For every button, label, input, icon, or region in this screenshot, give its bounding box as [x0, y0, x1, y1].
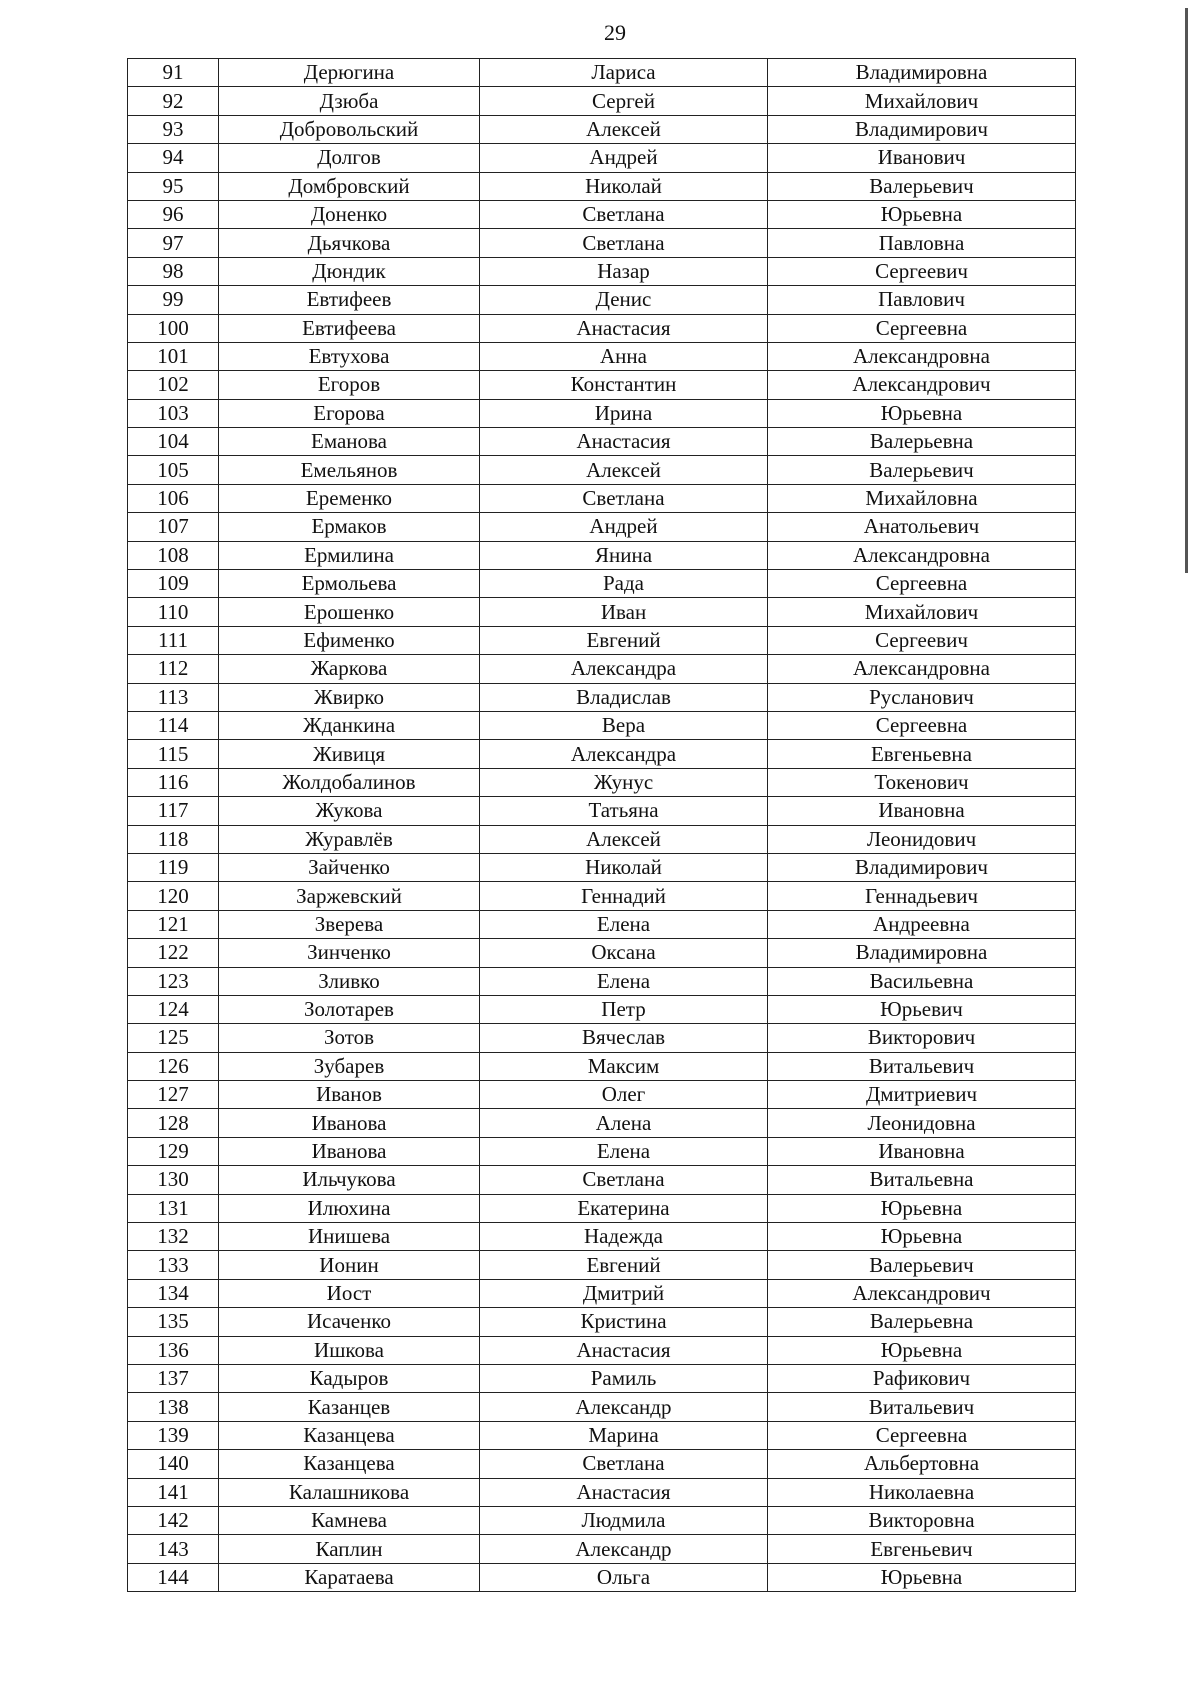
table-row — [128, 967, 1076, 995]
surname-cell: Камнева — [219, 1506, 480, 1534]
table-row — [128, 1535, 1076, 1563]
row-number-cell: 95 — [128, 172, 219, 200]
table-row — [128, 428, 1076, 456]
table-row — [128, 1223, 1076, 1251]
surname-cell: Жолдобалинов — [219, 768, 480, 796]
row-number-cell: 111 — [128, 626, 219, 654]
patronymic-cell: Владимировна — [768, 939, 1076, 967]
surname-cell: Иост — [219, 1279, 480, 1307]
patronymic-cell: Русланович — [768, 683, 1076, 711]
patronymic-cell: Михайловна — [768, 484, 1076, 512]
first-name-cell: Янина — [480, 541, 768, 569]
surname-cell: Евтифеева — [219, 314, 480, 342]
patronymic-cell: Юрьевич — [768, 995, 1076, 1023]
first-name-cell: Ольга — [480, 1563, 768, 1591]
patronymic-cell: Валерьевич — [768, 172, 1076, 200]
first-name-cell: Геннадий — [480, 882, 768, 910]
surname-cell: Ерошенко — [219, 598, 480, 626]
first-name-cell: Анастасия — [480, 314, 768, 342]
row-number-cell: 116 — [128, 768, 219, 796]
table-row — [128, 456, 1076, 484]
first-name-cell: Елена — [480, 967, 768, 995]
patronymic-cell: Витальевич — [768, 1052, 1076, 1080]
table-row — [128, 1478, 1076, 1506]
row-number-cell: 117 — [128, 797, 219, 825]
surname-cell: Зубарев — [219, 1052, 480, 1080]
table-row — [128, 1421, 1076, 1449]
table-row — [128, 626, 1076, 654]
row-number-cell: 91 — [128, 59, 219, 87]
row-number-cell: 141 — [128, 1478, 219, 1506]
surname-cell: Заржевский — [219, 882, 480, 910]
patronymic-cell: Дмитриевич — [768, 1081, 1076, 1109]
table-row — [128, 115, 1076, 143]
first-name-cell: Елена — [480, 1137, 768, 1165]
row-number-cell: 133 — [128, 1251, 219, 1279]
surname-cell: Каратаева — [219, 1563, 480, 1591]
table-row — [128, 740, 1076, 768]
table-row — [128, 1393, 1076, 1421]
first-name-cell: Алексей — [480, 115, 768, 143]
row-number-cell: 99 — [128, 286, 219, 314]
row-number-cell: 122 — [128, 939, 219, 967]
surname-cell: Золотарев — [219, 995, 480, 1023]
surname-cell: Зинченко — [219, 939, 480, 967]
first-name-cell: Светлана — [480, 200, 768, 228]
row-number-cell: 128 — [128, 1109, 219, 1137]
first-name-cell: Вера — [480, 711, 768, 739]
first-name-cell: Александр — [480, 1535, 768, 1563]
surname-cell: Ишкова — [219, 1336, 480, 1364]
table-row — [128, 711, 1076, 739]
row-number-cell: 121 — [128, 910, 219, 938]
surname-cell: Зайченко — [219, 853, 480, 881]
first-name-cell: Людмила — [480, 1506, 768, 1534]
first-name-cell: Александра — [480, 740, 768, 768]
patronymic-cell: Владимировна — [768, 59, 1076, 87]
patronymic-cell: Евгеньевич — [768, 1535, 1076, 1563]
row-number-cell: 143 — [128, 1535, 219, 1563]
patronymic-cell: Альбертовна — [768, 1450, 1076, 1478]
patronymic-cell: Иванович — [768, 144, 1076, 172]
patronymic-cell: Леонидовна — [768, 1109, 1076, 1137]
surname-cell: Доненко — [219, 200, 480, 228]
row-number-cell: 115 — [128, 740, 219, 768]
row-number-cell: 109 — [128, 570, 219, 598]
row-number-cell: 94 — [128, 144, 219, 172]
table-row — [128, 314, 1076, 342]
patronymic-cell: Евгеньевна — [768, 740, 1076, 768]
row-number-cell: 106 — [128, 484, 219, 512]
first-name-cell: Светлана — [480, 229, 768, 257]
table-row — [128, 399, 1076, 427]
surname-cell: Дьячкова — [219, 229, 480, 257]
patronymic-cell: Сергеевна — [768, 570, 1076, 598]
patronymic-cell: Николаевна — [768, 1478, 1076, 1506]
patronymic-cell: Юрьевна — [768, 1194, 1076, 1222]
table-row — [128, 1308, 1076, 1336]
table-row — [128, 1251, 1076, 1279]
patronymic-cell: Юрьевна — [768, 1563, 1076, 1591]
surname-cell: Еременко — [219, 484, 480, 512]
first-name-cell: Рамиль — [480, 1364, 768, 1392]
table-row — [128, 1364, 1076, 1392]
surname-cell: Живиця — [219, 740, 480, 768]
patronymic-cell: Павлович — [768, 286, 1076, 314]
table-row — [128, 1052, 1076, 1080]
patronymic-cell: Сергеевна — [768, 1421, 1076, 1449]
table-row — [128, 1109, 1076, 1137]
patronymic-cell: Васильевна — [768, 967, 1076, 995]
first-name-cell: Марина — [480, 1421, 768, 1449]
surname-cell: Добровольский — [219, 115, 480, 143]
surname-cell: Жукова — [219, 797, 480, 825]
patronymic-cell: Витальевич — [768, 1393, 1076, 1421]
table-row — [128, 598, 1076, 626]
row-number-cell: 110 — [128, 598, 219, 626]
row-number-cell: 134 — [128, 1279, 219, 1307]
surname-cell: Инишева — [219, 1223, 480, 1251]
first-name-cell: Евгений — [480, 626, 768, 654]
table-row — [128, 1081, 1076, 1109]
first-name-cell: Надежда — [480, 1223, 768, 1251]
row-number-cell: 140 — [128, 1450, 219, 1478]
scan-edge-line — [1185, 8, 1188, 573]
table-row — [128, 172, 1076, 200]
table-row — [128, 257, 1076, 285]
patronymic-cell: Сергеевич — [768, 626, 1076, 654]
surname-cell: Каплин — [219, 1535, 480, 1563]
surname-cell: Ефименко — [219, 626, 480, 654]
row-number-cell: 120 — [128, 882, 219, 910]
patronymic-cell: Витальевна — [768, 1166, 1076, 1194]
first-name-cell: Денис — [480, 286, 768, 314]
first-name-cell: Светлана — [480, 484, 768, 512]
patronymic-cell: Александрович — [768, 1279, 1076, 1307]
patronymic-cell: Михайлович — [768, 598, 1076, 626]
table-row — [128, 541, 1076, 569]
first-name-cell: Оксана — [480, 939, 768, 967]
table-row — [128, 200, 1076, 228]
row-number-cell: 135 — [128, 1308, 219, 1336]
row-number-cell: 96 — [128, 200, 219, 228]
first-name-cell: Анна — [480, 342, 768, 370]
table-row — [128, 1336, 1076, 1364]
row-number-cell: 105 — [128, 456, 219, 484]
row-number-cell: 136 — [128, 1336, 219, 1364]
table-row — [128, 655, 1076, 683]
first-name-cell: Елена — [480, 910, 768, 938]
first-name-cell: Николай — [480, 853, 768, 881]
surname-cell: Еманова — [219, 428, 480, 456]
surname-cell: Иванов — [219, 1081, 480, 1109]
table-row — [128, 1166, 1076, 1194]
surname-cell: Ионин — [219, 1251, 480, 1279]
patronymic-cell: Сергеевна — [768, 711, 1076, 739]
row-number-cell: 126 — [128, 1052, 219, 1080]
patronymic-cell: Владимирович — [768, 853, 1076, 881]
surname-cell: Егоров — [219, 371, 480, 399]
row-number-cell: 98 — [128, 257, 219, 285]
surname-cell: Кадыров — [219, 1364, 480, 1392]
patronymic-cell: Валерьевич — [768, 456, 1076, 484]
surname-cell: Иванова — [219, 1137, 480, 1165]
first-name-cell: Светлана — [480, 1450, 768, 1478]
surname-cell: Ермилина — [219, 541, 480, 569]
row-number-cell: 144 — [128, 1563, 219, 1591]
surname-cell: Ермаков — [219, 513, 480, 541]
first-name-cell: Алексей — [480, 456, 768, 484]
surname-cell: Евтифеев — [219, 286, 480, 314]
first-name-cell: Ирина — [480, 399, 768, 427]
surname-cell: Дзюба — [219, 87, 480, 115]
first-name-cell: Максим — [480, 1052, 768, 1080]
roster-table-body — [128, 59, 1076, 1592]
patronymic-cell: Михайлович — [768, 87, 1076, 115]
patronymic-cell: Ивановна — [768, 797, 1076, 825]
surname-cell: Емельянов — [219, 456, 480, 484]
table-row — [128, 1024, 1076, 1052]
row-number-cell: 139 — [128, 1421, 219, 1449]
table-row — [128, 1506, 1076, 1534]
patronymic-cell: Александрович — [768, 371, 1076, 399]
table-row — [128, 1450, 1076, 1478]
table-row — [128, 286, 1076, 314]
first-name-cell: Евгений — [480, 1251, 768, 1279]
row-number-cell: 124 — [128, 995, 219, 1023]
row-number-cell: 101 — [128, 342, 219, 370]
table-row — [128, 144, 1076, 172]
patronymic-cell: Ивановна — [768, 1137, 1076, 1165]
table-row — [128, 797, 1076, 825]
table-row — [128, 229, 1076, 257]
row-number-cell: 102 — [128, 371, 219, 399]
first-name-cell: Алексей — [480, 825, 768, 853]
row-number-cell: 132 — [128, 1223, 219, 1251]
row-number-cell: 104 — [128, 428, 219, 456]
first-name-cell: Иван — [480, 598, 768, 626]
first-name-cell: Николай — [480, 172, 768, 200]
first-name-cell: Анастасия — [480, 428, 768, 456]
row-number-cell: 97 — [128, 229, 219, 257]
row-number-cell: 107 — [128, 513, 219, 541]
first-name-cell: Сергей — [480, 87, 768, 115]
first-name-cell: Анастасия — [480, 1478, 768, 1506]
roster-table — [127, 58, 1076, 1592]
first-name-cell: Алена — [480, 1109, 768, 1137]
patronymic-cell: Анатольевич — [768, 513, 1076, 541]
table-row — [128, 939, 1076, 967]
surname-cell: Дерюгина — [219, 59, 480, 87]
table-row — [128, 59, 1076, 87]
patronymic-cell: Рафикович — [768, 1364, 1076, 1392]
row-number-cell: 137 — [128, 1364, 219, 1392]
patronymic-cell: Токенович — [768, 768, 1076, 796]
row-number-cell: 108 — [128, 541, 219, 569]
table-row — [128, 882, 1076, 910]
row-number-cell: 125 — [128, 1024, 219, 1052]
surname-cell: Егорова — [219, 399, 480, 427]
surname-cell: Долгов — [219, 144, 480, 172]
patronymic-cell: Андреевна — [768, 910, 1076, 938]
table-row — [128, 1137, 1076, 1165]
page-number: 29 — [604, 20, 626, 45]
patronymic-cell: Леонидович — [768, 825, 1076, 853]
surname-cell: Казанцева — [219, 1450, 480, 1478]
patronymic-cell: Сергеевна — [768, 314, 1076, 342]
table-row — [128, 853, 1076, 881]
surname-cell: Жданкина — [219, 711, 480, 739]
surname-cell: Жвирко — [219, 683, 480, 711]
first-name-cell: Владислав — [480, 683, 768, 711]
row-number-cell: 129 — [128, 1137, 219, 1165]
row-number-cell: 123 — [128, 967, 219, 995]
row-number-cell: 114 — [128, 711, 219, 739]
table-row — [128, 995, 1076, 1023]
surname-cell: Журавлёв — [219, 825, 480, 853]
table-row — [128, 1279, 1076, 1307]
patronymic-cell: Викторовна — [768, 1506, 1076, 1534]
first-name-cell: Татьяна — [480, 797, 768, 825]
first-name-cell: Андрей — [480, 144, 768, 172]
surname-cell: Зверева — [219, 910, 480, 938]
first-name-cell: Рада — [480, 570, 768, 598]
table-row — [128, 484, 1076, 512]
patronymic-cell: Юрьевна — [768, 1336, 1076, 1364]
table-row — [128, 768, 1076, 796]
row-number-cell: 103 — [128, 399, 219, 427]
table-row — [128, 513, 1076, 541]
table-row — [128, 342, 1076, 370]
patronymic-cell: Викторович — [768, 1024, 1076, 1052]
surname-cell: Домбровский — [219, 172, 480, 200]
first-name-cell: Вячеслав — [480, 1024, 768, 1052]
patronymic-cell: Валерьевна — [768, 1308, 1076, 1336]
patronymic-cell: Валерьевич — [768, 1251, 1076, 1279]
table-row — [128, 1563, 1076, 1591]
table-row — [128, 371, 1076, 399]
first-name-cell: Лариса — [480, 59, 768, 87]
patronymic-cell: Юрьевна — [768, 1223, 1076, 1251]
table-row — [128, 570, 1076, 598]
row-number-cell: 100 — [128, 314, 219, 342]
surname-cell: Исаченко — [219, 1308, 480, 1336]
patronymic-cell: Валерьевна — [768, 428, 1076, 456]
row-number-cell: 138 — [128, 1393, 219, 1421]
surname-cell: Казанцева — [219, 1421, 480, 1449]
first-name-cell: Дмитрий — [480, 1279, 768, 1307]
surname-cell: Зливко — [219, 967, 480, 995]
patronymic-cell: Александровна — [768, 655, 1076, 683]
table-row — [128, 683, 1076, 711]
row-number-cell: 93 — [128, 115, 219, 143]
patronymic-cell: Сергеевич — [768, 257, 1076, 285]
patronymic-cell: Александровна — [768, 342, 1076, 370]
surname-cell: Евтухова — [219, 342, 480, 370]
surname-cell: Жаркова — [219, 655, 480, 683]
row-number-cell: 130 — [128, 1166, 219, 1194]
first-name-cell: Александр — [480, 1393, 768, 1421]
first-name-cell: Светлана — [480, 1166, 768, 1194]
surname-cell: Калашникова — [219, 1478, 480, 1506]
patronymic-cell: Павловна — [768, 229, 1076, 257]
surname-cell: Ермольева — [219, 570, 480, 598]
patronymic-cell: Владимирович — [768, 115, 1076, 143]
surname-cell: Дюндик — [219, 257, 480, 285]
table-row — [128, 910, 1076, 938]
row-number-cell: 142 — [128, 1506, 219, 1534]
first-name-cell: Константин — [480, 371, 768, 399]
first-name-cell: Анастасия — [480, 1336, 768, 1364]
patronymic-cell: Юрьевна — [768, 399, 1076, 427]
first-name-cell: Петр — [480, 995, 768, 1023]
surname-cell: Зотов — [219, 1024, 480, 1052]
row-number-cell: 113 — [128, 683, 219, 711]
row-number-cell: 119 — [128, 853, 219, 881]
surname-cell: Ильчукова — [219, 1166, 480, 1194]
patronymic-cell: Александровна — [768, 541, 1076, 569]
first-name-cell: Александра — [480, 655, 768, 683]
patronymic-cell: Геннадьевич — [768, 882, 1076, 910]
first-name-cell: Жунус — [480, 768, 768, 796]
surname-cell: Казанцев — [219, 1393, 480, 1421]
table-row — [128, 825, 1076, 853]
table-row — [128, 1194, 1076, 1222]
first-name-cell: Екатерина — [480, 1194, 768, 1222]
row-number-cell: 118 — [128, 825, 219, 853]
row-number-cell: 112 — [128, 655, 219, 683]
first-name-cell: Кристина — [480, 1308, 768, 1336]
first-name-cell: Олег — [480, 1081, 768, 1109]
surname-cell: Иванова — [219, 1109, 480, 1137]
table-row — [128, 87, 1076, 115]
first-name-cell: Назар — [480, 257, 768, 285]
row-number-cell: 92 — [128, 87, 219, 115]
first-name-cell: Андрей — [480, 513, 768, 541]
patronymic-cell: Юрьевна — [768, 200, 1076, 228]
row-number-cell: 127 — [128, 1081, 219, 1109]
row-number-cell: 131 — [128, 1194, 219, 1222]
surname-cell: Илюхина — [219, 1194, 480, 1222]
